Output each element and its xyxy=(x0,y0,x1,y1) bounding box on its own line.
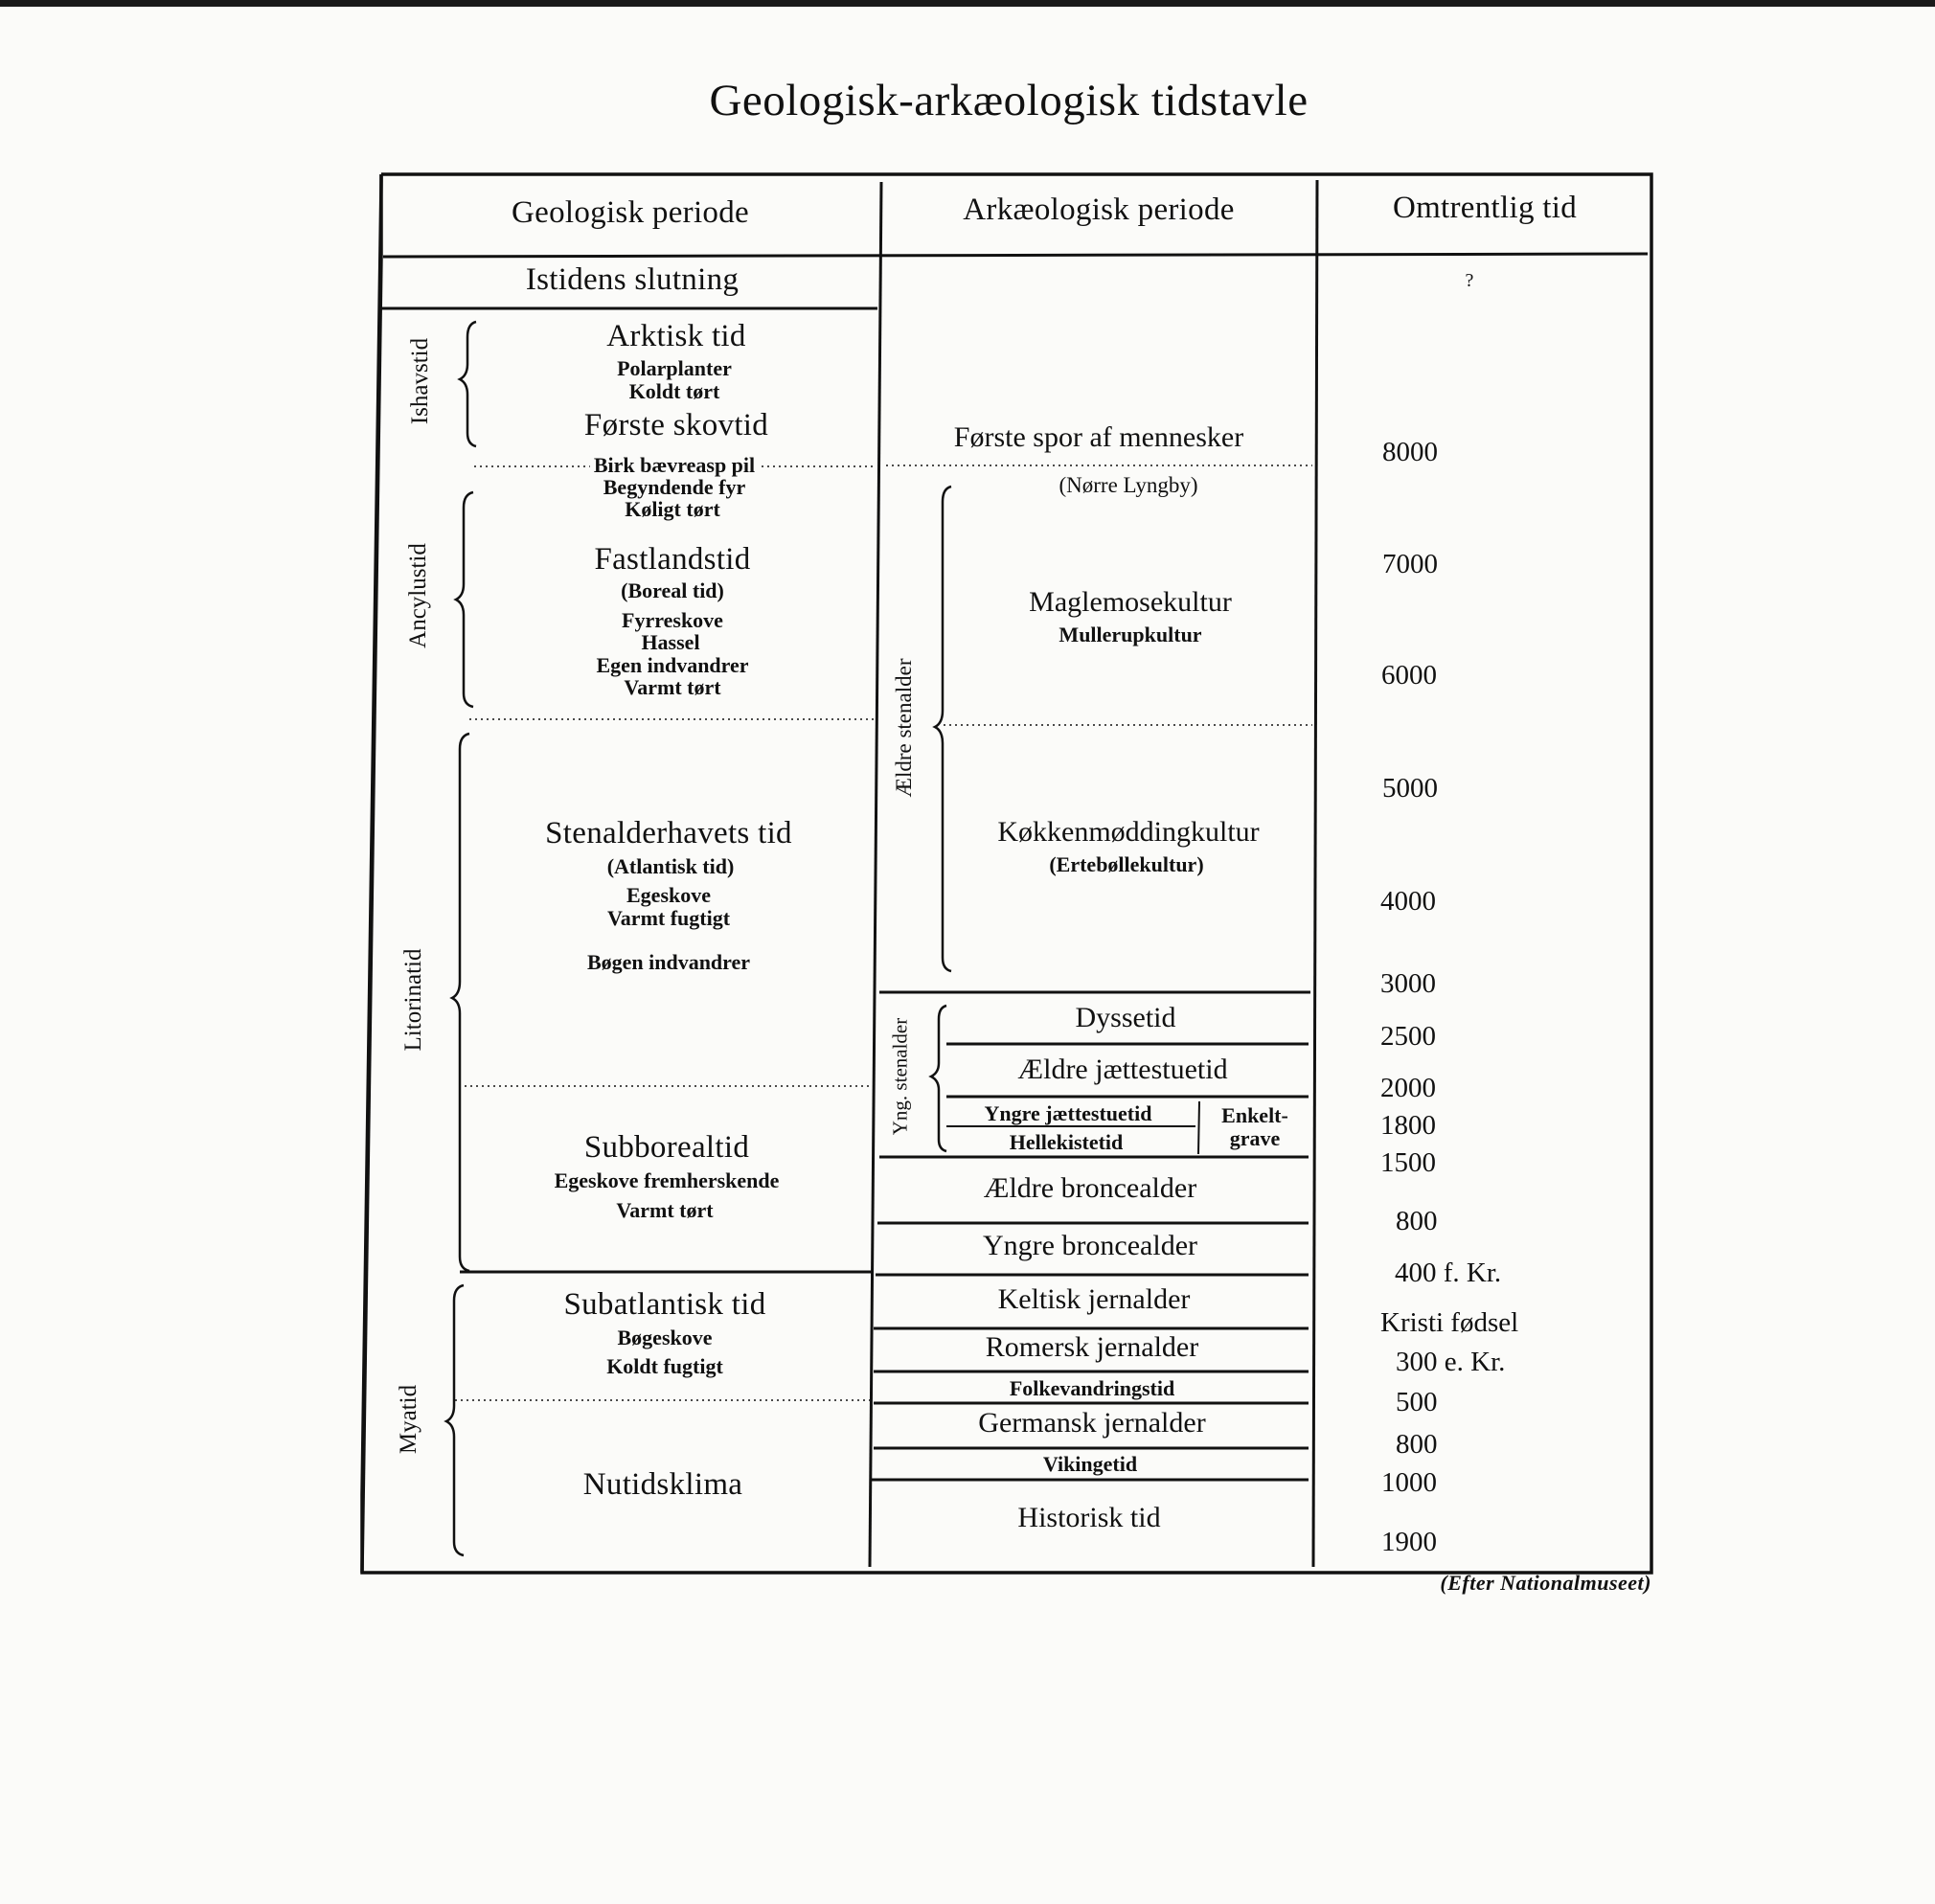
period-subboreal-line: Varmt tørt xyxy=(616,1198,714,1222)
brace-litorina xyxy=(452,734,469,1271)
period-nutidsklima: Nutidsklima xyxy=(582,1467,743,1502)
header-geological: Geologisk periode xyxy=(512,195,749,230)
arch-germansk-jernalder: Germansk jernalder xyxy=(978,1407,1206,1439)
time-label: 4000 xyxy=(1380,886,1436,917)
arch-historisk-tid: Historisk tid xyxy=(1017,1502,1161,1533)
header-time: Omtrentlig tid xyxy=(1392,191,1578,225)
time-label: 400 f. Kr. xyxy=(1395,1258,1502,1288)
time-label: 800 xyxy=(1396,1206,1438,1236)
period-stenalderhav: Stenalderhavets tid xyxy=(545,816,792,850)
time-label: 8000 xyxy=(1382,437,1438,467)
group-older-stone-age: Ældre stenalder xyxy=(892,658,916,798)
geo-ice-end: Istidens slutning xyxy=(525,262,740,297)
time-label: 3000 xyxy=(1380,968,1436,999)
arch-yngre-broncealder: Yngre broncealder xyxy=(982,1230,1198,1261)
arch-enkeltgrave-1: Enkelt- xyxy=(1221,1103,1288,1127)
arch-first-traces: Første spor af mennesker xyxy=(953,421,1244,453)
group-litorinatid: Litorinatid xyxy=(400,948,426,1052)
period-arktisk-line: Polarplanter xyxy=(617,356,732,380)
arch-folkevandringstid: Folkevandringstid xyxy=(1009,1376,1175,1400)
page-title: Geologisk-arkæologisk tidstavle xyxy=(709,76,1309,125)
period-arktisk-line: Koldt tørt xyxy=(628,379,720,403)
group-younger-stone-age: Yng. stenalder xyxy=(888,1017,912,1136)
period-subboreal: Subborealtid xyxy=(583,1130,750,1165)
period-fastlandstid: Fastlandstid xyxy=(594,542,751,577)
arch-kokkenmodding-sub: (Ertebøllekultur) xyxy=(1049,852,1204,876)
time-label: 1800 xyxy=(1380,1110,1436,1141)
period-forste-skovtid-line: Køligt tørt xyxy=(625,497,720,521)
arch-hellekistetid: Hellekistetid xyxy=(1009,1130,1124,1154)
period-arktisk: Arktisk tid xyxy=(606,319,746,353)
arch-yngre-jaettestuetid: Yngre jættestuetid xyxy=(984,1101,1152,1125)
period-fastlandstid-line: Varmt tørt xyxy=(624,675,721,699)
time-label: ? xyxy=(1465,270,1474,291)
period-subatlantisk-line: Bøgeskove xyxy=(617,1326,713,1349)
time-label: 2500 xyxy=(1380,1021,1436,1052)
arch-aeldre-jaettestuetid: Ældre jættestuetid xyxy=(1017,1054,1228,1085)
time-label: 2000 xyxy=(1380,1073,1436,1103)
group-ishavstid: Ishavstid xyxy=(407,337,433,425)
time-label: 5000 xyxy=(1382,773,1438,804)
brace-ishavstid xyxy=(460,322,476,446)
brace-younger-stone-age xyxy=(931,1006,946,1151)
arch-maglemose: Maglemosekultur xyxy=(1029,586,1232,618)
time-label: 1500 xyxy=(1380,1147,1436,1178)
period-stenalderhav-line: Varmt fugtigt xyxy=(606,906,731,930)
period-fastlandstid-line: Fyrreskove xyxy=(622,608,723,632)
period-forste-skovtid-line: Birk bævreasp pil xyxy=(590,453,759,478)
time-label: 7000 xyxy=(1382,549,1438,579)
source-credit: (Efter Nationalmuseet) xyxy=(1440,1571,1651,1595)
period-forste-skovtid: Første skovtid xyxy=(583,408,769,442)
group-ancylustid: Ancylustid xyxy=(405,543,431,648)
period-fastlandstid-line: Hassel xyxy=(641,630,700,654)
arch-aeldre-broncealder: Ældre broncealder xyxy=(983,1172,1197,1204)
time-label: 1000 xyxy=(1381,1467,1437,1498)
brace-myatid xyxy=(446,1285,464,1555)
period-stenalderhav-line: Egeskove xyxy=(626,883,711,907)
period-forste-skovtid-line: Begyndende fyr xyxy=(603,475,746,499)
arch-keltisk-jernalder: Keltisk jernalder xyxy=(997,1283,1191,1315)
header-archaeological: Arkæologisk periode xyxy=(963,193,1235,227)
group-myatid: Myatid xyxy=(396,1384,421,1455)
period-subboreal-line: Egeskove fremherskende xyxy=(554,1168,780,1192)
period-subatlantisk: Subatlantisk tid xyxy=(563,1287,766,1322)
arch-kokkenmodding: Køkkenmøddingkultur xyxy=(997,816,1260,848)
time-label: 1900 xyxy=(1381,1527,1437,1557)
arch-maglemose-sub: Mullerupkultur xyxy=(1059,623,1202,646)
arch-first-traces-sub: (Nørre Lyngby) xyxy=(1059,473,1198,497)
period-stenalderhav-sub: (Atlantisk tid) xyxy=(606,854,735,878)
arch-enkeltgrave-2: grave xyxy=(1229,1126,1281,1150)
brace-ancylustid xyxy=(456,492,473,707)
time-label: 300 e. Kr. xyxy=(1396,1347,1506,1377)
period-subatlantisk-line: Koldt fugtigt xyxy=(606,1354,723,1378)
time-label: Kristi fødsel xyxy=(1380,1307,1519,1338)
arch-dyssetid: Dyssetid xyxy=(1075,1002,1176,1033)
time-label: 500 xyxy=(1396,1387,1438,1417)
arch-romersk-jernalder: Romersk jernalder xyxy=(985,1331,1199,1363)
period-fastlandstid-sub: (Boreal tid) xyxy=(621,578,724,602)
period-stenalderhav-extra: Bøgen indvandrer xyxy=(586,950,751,974)
time-label: 800 xyxy=(1396,1429,1438,1460)
brace-older-stone-age xyxy=(935,487,951,971)
arch-vikingetid: Vikingetid xyxy=(1042,1452,1138,1476)
time-label: 6000 xyxy=(1381,660,1437,691)
period-fastlandstid-line: Egen indvandrer xyxy=(596,653,749,677)
